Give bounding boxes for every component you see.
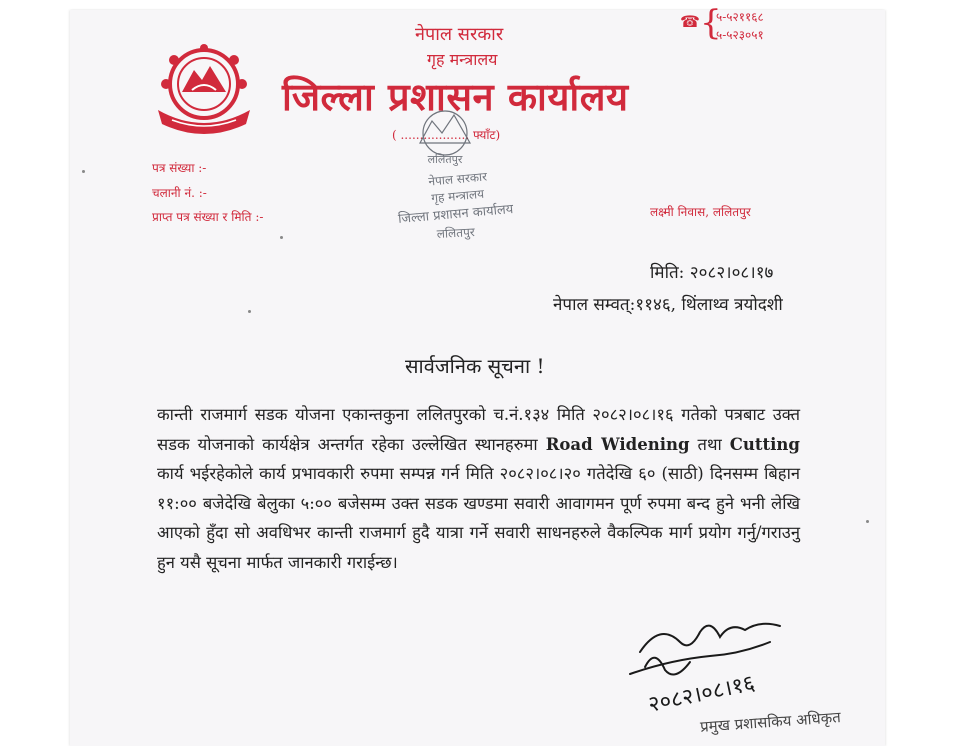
dispatch-number-label: चलानी नं. :- [152, 186, 207, 200]
scan-speck [280, 236, 283, 239]
telephone-icon: ☎ [680, 12, 700, 31]
letter-number-label: पत्र संख्या :- [152, 161, 207, 175]
notice-title: सार्वजनिक सूचना ! [405, 354, 545, 378]
government-name: नेपाल सरकार [415, 24, 504, 45]
nepal-emblem-icon [152, 40, 256, 136]
letter-date: मिति: २०८२।०८।१७ [650, 263, 774, 283]
received-reference-label: प्राप्त पत्र संख्या र मिति :- [152, 210, 264, 224]
stamp-line-government: नेपाल सरकार [427, 169, 488, 189]
phone-number-1: ५-५२११६८ [716, 10, 764, 24]
notice-text-1: कान्ती राजमार्ग सडक योजना एकान्तकुना ललितपुरको च.नं.१३४ मिति २०८२।०८।१६ गतेको पत्रबाट उक्त सडक योजनाको कार्यक्षेत्र अन्तर्गत रहेका उल्लेखित स्थानहरुमा [157, 405, 800, 454]
notice-term-cutting: Cutting [729, 434, 800, 454]
notice-text-2: तथा [689, 434, 730, 454]
nepal-sambat-date: नेपाल सम्वत्:११४६, थिंलाथ्व त्रयोदशी [553, 295, 783, 315]
stamp-line-district: ललितपुर [436, 225, 476, 241]
office-stamp [370, 105, 540, 245]
phone-number-2: ५-५२३०५१ [716, 28, 764, 42]
scan-speck [866, 520, 869, 523]
office-address: लक्ष्मी निवास, ललितपुर [650, 205, 751, 219]
scan-speck [248, 310, 251, 313]
stamp-line-ministry: गृह मन्त्रालय [430, 186, 485, 206]
ministry-name: गृह मन्त्रालय [427, 50, 498, 69]
handwritten-date: २०८२।०८।१६ [646, 670, 758, 718]
notice-text-3: कार्य भईरहेकोले कार्य प्रभावकारी रुपमा सम्पन्न गर्न मिति २०८२।०८।२० गतेदेखि ६० (साठी) दिनसम्म बिहान ११:०० बजेदेखि बेलुका ५:०० बजेसम्म उक्त सडक खण्डमा सवारी आवागमन पूर्ण रुपमा बन्द हुने भनी लेखि आएको हुँदा सो अवधिभर कान्ती राजमार्ग हुदै यात्रा गर्ने सवारी साधनहरुले वैकल्पिक मार्ग प्रयोग गर्नु/गराउनु हुन यसै सूचना मार्फत जानकारी गराईन्छ। [157, 464, 800, 572]
fax-number: ( .................. फ्याँट) [392, 128, 501, 142]
notice-body [157, 400, 800, 578]
notice-term-road-widening: Road Widening [545, 434, 690, 454]
stamp-district-top: ललितपुर [427, 153, 463, 166]
stamp-line-office: जिल्ला प्रशासन कार्यालय [397, 202, 514, 228]
signatory-title: प्रमुख प्रशासकिय अधिकृत [699, 708, 842, 736]
scan-speck [82, 170, 85, 173]
brace-icon: { [700, 3, 722, 43]
office-name: जिल्ला प्रशासन कार्यालय [282, 74, 629, 119]
